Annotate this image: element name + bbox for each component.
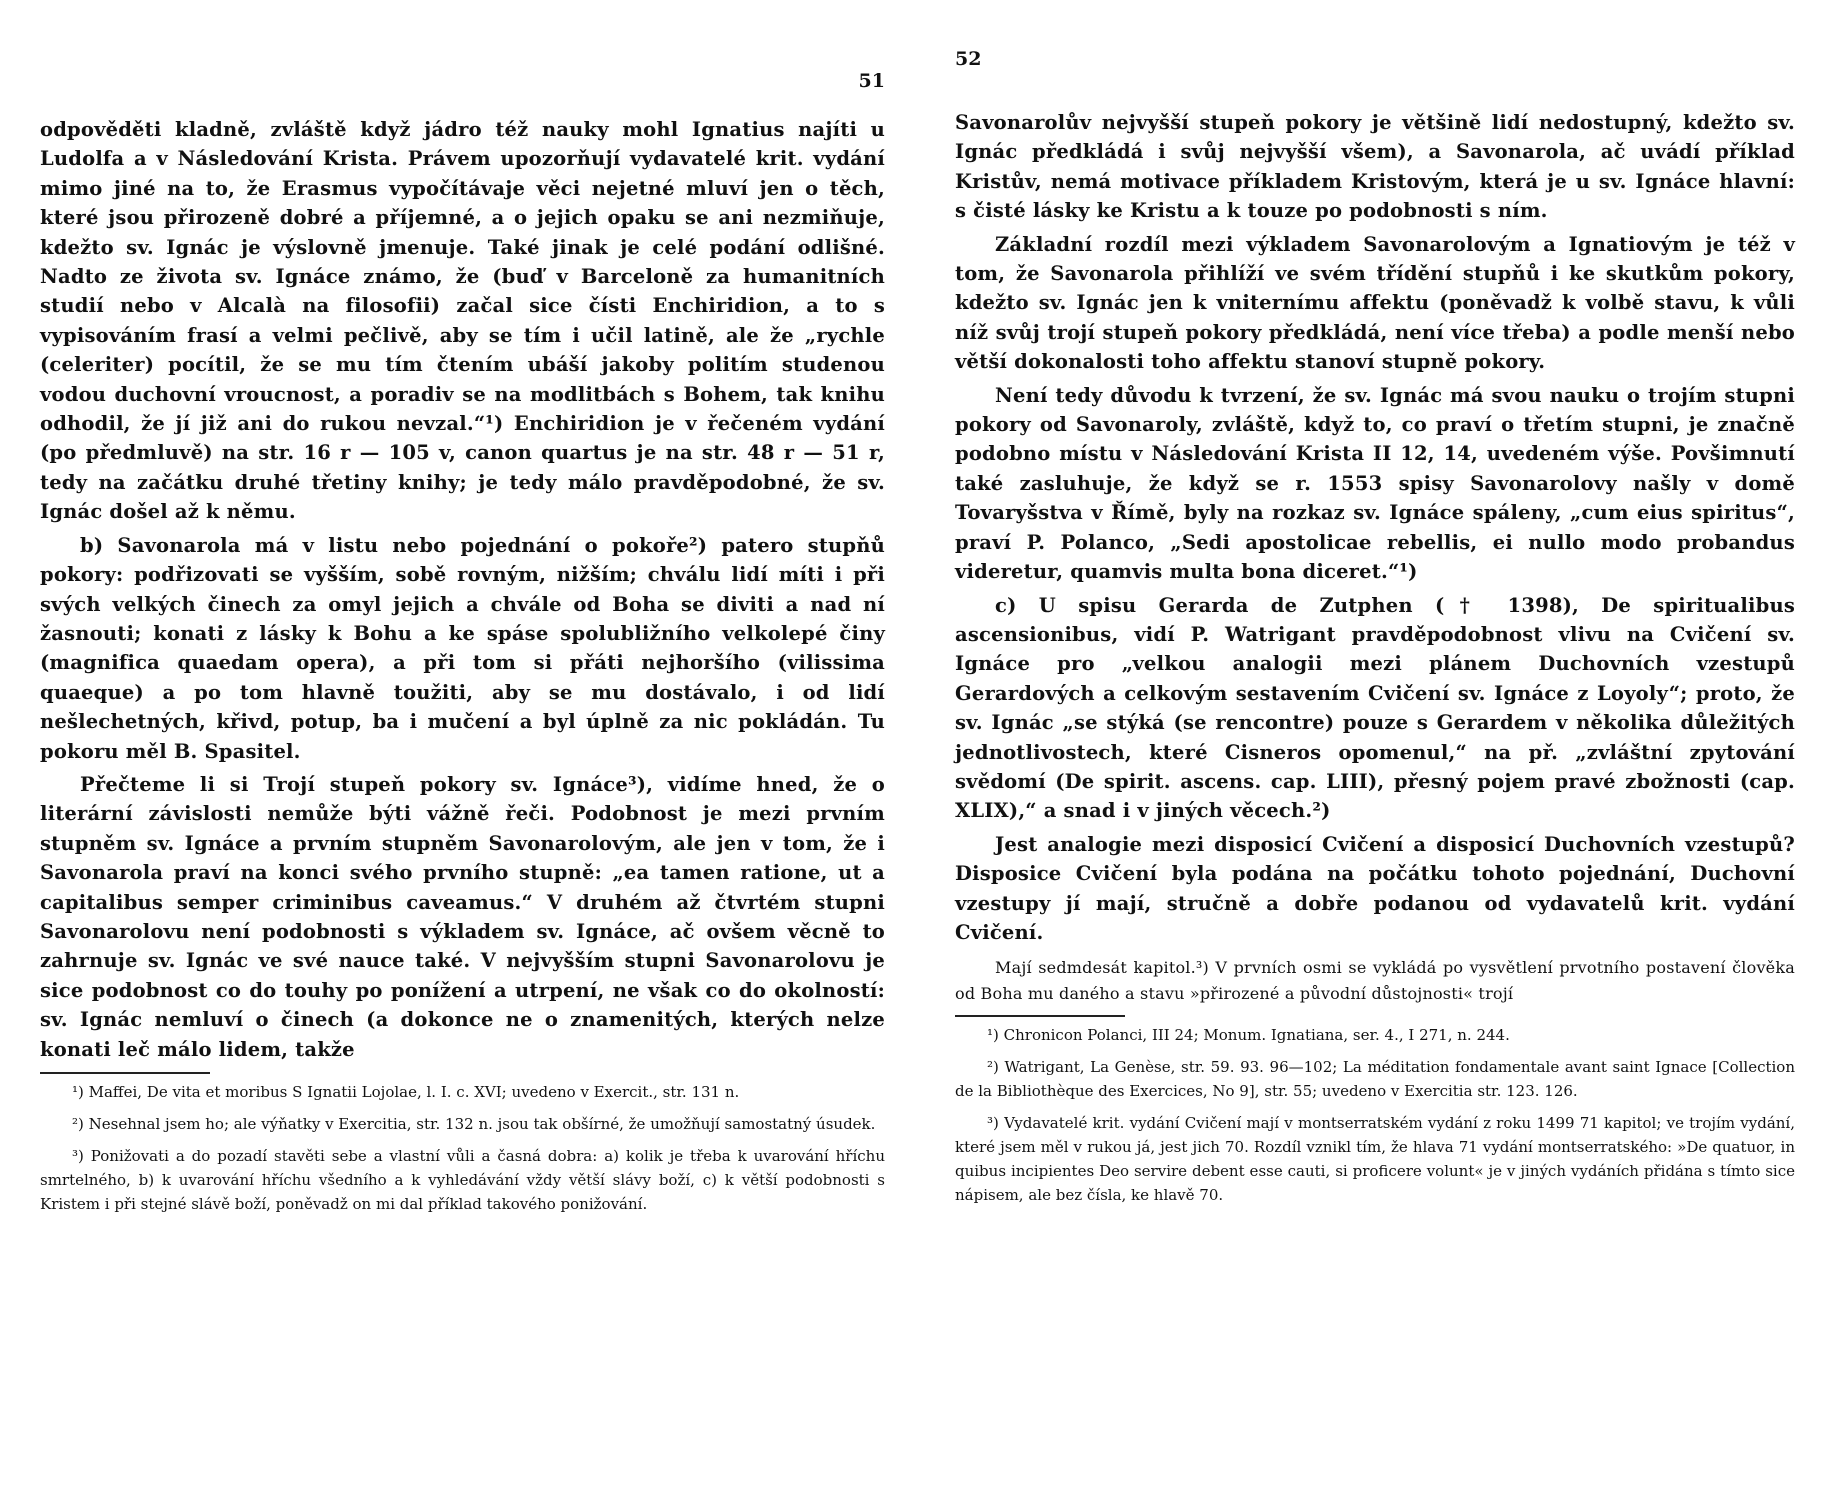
paragraph-small: Mají sedmdesát kapitol.³) V prvních osmi se vykládá po vysvětlení prvotního postavení člověka od Boha mu daného a stavu »přirozené a původní důstojnosti« trojí [955, 958, 1795, 1004]
footnote: ²) Nesehnal jsem ho; ale výňatky v Exercitia, str. 132 n. jsou tak obšírné, že umožňují samostatný úsudek. [72, 1115, 876, 1133]
footnote-rule [40, 1072, 210, 1074]
paragraph: c) U spisu Gerarda de Zutphen († 1398), De spiritualibus ascensionibus, vidí P. Watrigant pravděpodobnost vlivu na Cvičení sv. Ignáce pro „velkou analogii mezi plánem Duchovních vzestupů Gerardových a celkovým sestavením Cvičení sv. Ignáce z Loyoly“; proto, že sv. Ignác „se stýká (se rencontre) pouze s Gerardem v několika důležitých jednotlivostech, které Cisneros opomenul,“ na př. „zvláštní zpytování svědomí (De spirit. ascens. cap. LIII), přesný pojem pravé zbožnosti (cap. XLIX),“ a snad i v jiných věcech.²) [955, 593, 1795, 823]
paragraph: Není tedy důvodu k tvrzení, že sv. Ignác má svou nauku o trojím stupni pokory od Savonaroly, zvláště, když to, co praví o třetím stupni, je značně podobno místu v Následování Krista II 12, 14, uvedeném výše. Povšimnutí také zasluhuje, že když se r. 1553 spisy Savonarolovy našly v domě Tovaryšstva v Římě, byly na rozkaz sv. Ignáce spáleny, „cum eius spiritus“, praví P. Polanco, „Sedi apostolicae rebellis, ei nullo modo probandus videretur, quamvis multa bona diceret.“¹) [955, 383, 1795, 584]
footnote: ¹) Chronicon Polanci, III 24; Monum. Ignatiana, ser. 4., I 271, n. 244. [987, 1026, 1510, 1045]
footnote: ³) Vydavatelé krit. vydání Cvičení mají v montserratském vydání z roku 1499 71 kapitol; ve trojím vydání, které jsem měl v rukou já, jest jich 70. Rozdíl vznikl tím, že hlava 71 vydání montserratského: »De quatuor, in quibus incipientes Deo servire debent esse cauti, si proficere volunt« je v jiných vydáních přidána s tímto sice nápisem, ale bez čísla, ke hlavě 70. [955, 1114, 1795, 1205]
page-body [955, 108, 1795, 1207]
page-number: 52 [955, 48, 982, 70]
footnote: ³) Ponižovati a do pozadí stavěti sebe a vlastní vůli a časná dobra: a) kolik je třeba k uvarování hříchu smrtelného, b) k uvarování hříchu všedního a k vyhledávání vždy větší slávy boží, c) k větší podobnosti s Kristem i při stejné slávě boží, poněvadž on mi dal příklad takového ponižování. [40, 1147, 885, 1213]
paragraph: b) Savonarola má v listu nebo pojednání o pokoře²) patero stupňů pokory: podřizovati se vyšším, sobě rovným, nižším; chválu lidí míti i při svých velkých činech za omyl jejich a chvále od Boha se diviti a nad ní žasnouti; konati z lásky k Bohu a ke spáse spolubližního velkolepé činy (magnifica quaedam opera), a při tom si přáti nejhoršího (vilissima quaeque) a po tom hlavně toužiti, aby se mu dostávalo, i od lidí nešlechetných, křivd, potup, ba i mučení a byl úplně za nic pokládán. Tu pokoru měl B. Spasitel. [40, 533, 885, 763]
footnote: ¹) Maffei, De vita et moribus S Ignatii Lojolae, l. I. c. XVI; uvedeno v Exercit., str. 131 n. [72, 1083, 740, 1101]
paragraph: Přečteme li si Trojí stupeň pokory sv. Ignáce³), vidíme hned, že o literární závislosti nemůže býti vážně řeči. Podobnost je mezi prvním stupněm sv. Ignáce a prvním stupněm Savonarolovým, ale jen v tom, že i Savonarola praví na konci svého prvního stupně: „ea tamen ratione, ut a capitalibus semper criminibus caveamus.“ V druhém až čtvrtém stupni Savonarolovu není podobnosti s výkladem sv. Ignáce, ač ovšem věcně to zahrnuje sv. Ignác ve své nauce také. V nejvyšším stupni Savonarolovu je sice podobnost co do touhy po ponížení a utrpení, ne však co do okolností: sv. Ignác nemluví o činech (a dokonce ne o znamenitých, kterých nelze konati leč málo lidem, takže [40, 772, 885, 1061]
paragraph: Základní rozdíl mezi výkladem Savonarolovým a Ignatiovým je též v tom, že Savonarola přihlíží ve svém třídění stupňů i ke skutkům pokory, kdežto sv. Ignác jen k vniternímu affektu (poněvadž k volbě stavu, k vůli níž svůj trojí stupeň pokory předkládá, není více třeba) a podle menší nebo větší dokonalosti toho affektu stanoví stupně pokory. [955, 232, 1795, 374]
footnote-rule [955, 1015, 1125, 1017]
paragraph: Jest analogie mezi disposicí Cvičení a disposicí Duchovních vzestupů? Disposice Cvičení byla podána na počátku tohoto pojednání, Duchovní vzestupy jí mají, stručně a dobře podanou od vydavatelů krit. vydání Cvičení. [955, 832, 1795, 944]
page-number: 51 [858, 70, 885, 92]
page-body [40, 115, 885, 1216]
paragraph: Savonarolův nejvyšší stupeň pokory je většině lidí nedostupný, kdežto sv. Ignác předkládá i svůj nejvyšší všem), a Savonarola, ač uvádí příklad Kristův, nemá motivace příkladem Kristovým, která je u sv. Ignáce hlavní: s čisté lásky ke Kristu a k touze po podobnosti s ním. [955, 111, 1795, 223]
footnote: ²) Watrigant, La Genèse, str. 59. 93. 96—102; La méditation fondamentale avant saint Ignace [Collection de la Bibliothèque des Exercices, No 9], str. 55; uvedeno v Exercitia str. 123. 126. [955, 1058, 1795, 1101]
paragraph: odpověděti kladně, zvláště když jádro též nauky mohl Ignatius najíti u Ludolfa a v Následování Krista. Právem upozorňují vydavatelé krit. vydání mimo jiné na to, že Erasmus vypočítávaje věci nejetné mluví jen o těch, které jsou přirozeně dobré a příjemné, a o jejich opaku se ani nezmiňuje, kdežto sv. Ignác je výslovně jmenuje. Také jinak je celé podání odlišné. Nadto ze života sv. Ignáce známo, že (buď v Barceloně za humanitních studií nebo v Alcalà na filosofii) začal sice čísti Enchiridion, a to s vypisováním frasí a velmi pečlivě, aby se tím i učil latině, ale že „rychle (celeriter) pocítil, že se mu tím čtením ubáší jakoby politím studenou vodou duchovní vroucnost, a poradiv se na modlitbách s Bohem, tak knihu odhodil, že jí již ani do rukou nevzal.“¹) Enchiridion je v řečeném vydání (po předmluvě) na str. 16 r — 105 v, canon quartus je na str. 48 r — 51 r, tedy na začátku druhé třetiny knihy; je tedy málo pravděpodobné, že sv. Ignác došel až k němu. [40, 118, 885, 524]
